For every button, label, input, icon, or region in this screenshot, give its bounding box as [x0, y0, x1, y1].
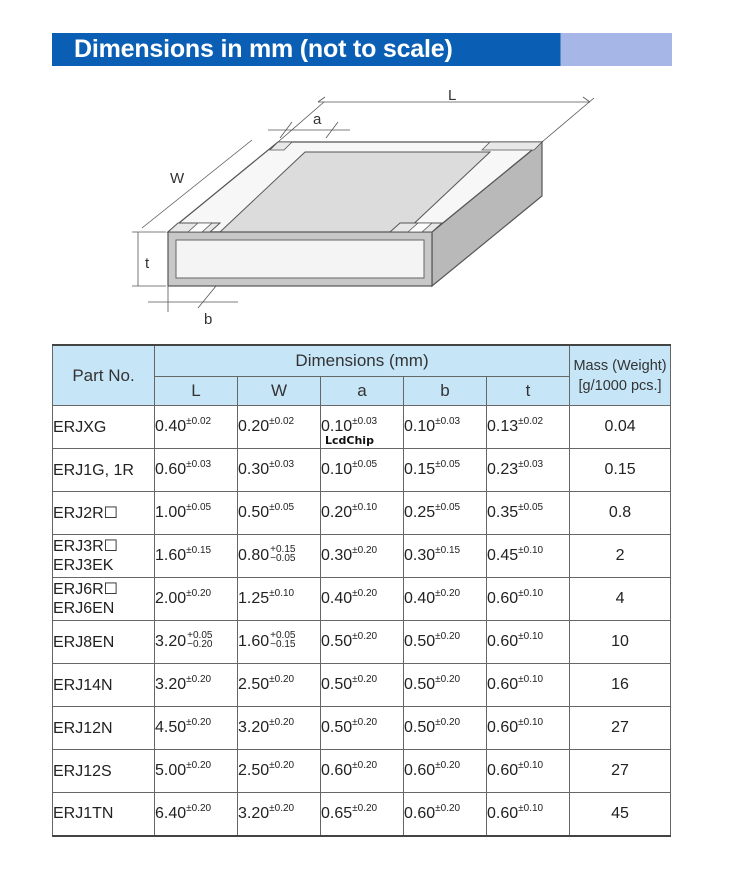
header-mass-line1: Mass (Weight) — [573, 357, 667, 374]
value-b: $0.60^{\pm 0.20}$ — [404, 750, 487, 793]
header-dimensions: Dimensions (mm) — [155, 345, 570, 377]
value-b: $0.40^{\pm 0.20}$ — [404, 578, 487, 621]
header-mass — [570, 345, 671, 406]
table-row — [53, 664, 671, 707]
value-a: $0.10^{\pm 0.03}$ LcdChip — [321, 406, 404, 449]
value-b: $0.25^{\pm 0.05}$ — [404, 492, 487, 535]
header-L: L — [155, 377, 238, 406]
value-L: $2.00^{\pm 0.20}$ — [155, 578, 238, 621]
value-t: $0.60^{\pm 0.10}$ — [487, 664, 570, 707]
watermark-text: LcdChip — [325, 434, 374, 447]
value-L: $4.50^{\pm 0.20}$ — [155, 707, 238, 750]
dimensions-table — [52, 344, 671, 837]
value-b: $0.50^{\pm 0.20}$ — [404, 664, 487, 707]
header-b: b — [404, 377, 487, 406]
value-L: $0.40^{\pm 0.02}$ — [155, 406, 238, 449]
label-W: W — [170, 170, 185, 187]
part-number: ERJ1TN — [53, 793, 155, 836]
value-a: $0.60^{\pm 0.20}$ — [321, 750, 404, 793]
value-L: 3.20+0.05 −0.20 — [155, 621, 238, 664]
part-number: ERJ12N — [53, 707, 155, 750]
value-W: $0.30^{\pm 0.03}$ — [238, 449, 321, 492]
page-title: Dimensions in mm (not to scale) — [74, 35, 453, 63]
value-a: $0.10^{\pm 0.05}$ — [321, 449, 404, 492]
label-b: b — [204, 311, 213, 328]
value-mass: 2 — [570, 535, 671, 578]
value-a: $0.20^{\pm 0.10}$ — [321, 492, 404, 535]
value-mass: 10 — [570, 621, 671, 664]
value-mass: 27 — [570, 750, 671, 793]
table-row — [53, 750, 671, 793]
value-mass: 45 — [570, 793, 671, 836]
table-row — [53, 793, 671, 836]
value-W: 0.80+0.15 −0.05 — [238, 535, 321, 578]
title-bar — [52, 33, 672, 66]
value-mass: 0.8 — [570, 492, 671, 535]
value-L: $1.60^{\pm 0.15}$ — [155, 535, 238, 578]
value-t: $0.60^{\pm 0.10}$ — [487, 707, 570, 750]
value-t: $0.13^{\pm 0.02}$ — [487, 406, 570, 449]
value-a: $0.40^{\pm 0.20}$ — [321, 578, 404, 621]
value-b: $0.60^{\pm 0.20}$ — [404, 793, 487, 836]
value-W: $3.20^{\pm 0.20}$ — [238, 707, 321, 750]
value-t: $0.23^{\pm 0.03}$ — [487, 449, 570, 492]
value-a: $0.50^{\pm 0.20}$ — [321, 707, 404, 750]
value-t: $0.60^{\pm 0.10}$ — [487, 793, 570, 836]
value-W: $2.50^{\pm 0.20}$ — [238, 750, 321, 793]
value-L: $1.00^{\pm 0.05}$ — [155, 492, 238, 535]
header-a: a — [321, 377, 404, 406]
value-b: $0.50^{\pm 0.20}$ — [404, 707, 487, 750]
value-W: $2.50^{\pm 0.20}$ — [238, 664, 321, 707]
table-row — [53, 449, 671, 492]
label-L: L — [448, 87, 457, 104]
part-number: ERJ12S — [53, 750, 155, 793]
value-b: $0.50^{\pm 0.20}$ — [404, 621, 487, 664]
value-b: $0.10^{\pm 0.03}$ — [404, 406, 487, 449]
value-mass: 0.04 — [570, 406, 671, 449]
value-mass: 0.15 — [570, 449, 671, 492]
table-row — [53, 535, 671, 578]
header-W: W — [238, 377, 321, 406]
value-mass: 27 — [570, 707, 671, 750]
part-number: ERJXG — [53, 406, 155, 449]
value-t: $0.60^{\pm 0.10}$ — [487, 621, 570, 664]
table-row — [53, 406, 671, 449]
part-number: ERJ8EN — [53, 621, 155, 664]
value-W: $0.50^{\pm 0.05}$ — [238, 492, 321, 535]
table-row — [53, 707, 671, 750]
part-number: ERJ6R☐ ERJ6EN — [53, 578, 155, 621]
table-row — [53, 578, 671, 621]
header-mass-line2: [g/1000 pcs.] — [578, 377, 662, 394]
value-W: $1.25^{\pm 0.10}$ — [238, 578, 321, 621]
value-W: 1.60+0.05 −0.15 — [238, 621, 321, 664]
header-part-no: Part No. — [53, 345, 155, 406]
value-L: $0.60^{\pm 0.03}$ — [155, 449, 238, 492]
value-a: $0.50^{\pm 0.20}$ — [321, 621, 404, 664]
value-W: $0.20^{\pm 0.02}$ — [238, 406, 321, 449]
value-t: $0.35^{\pm 0.05}$ — [487, 492, 570, 535]
value-mass: 16 — [570, 664, 671, 707]
value-L: $5.00^{\pm 0.20}$ — [155, 750, 238, 793]
value-t: $0.60^{\pm 0.10}$ — [487, 750, 570, 793]
value-mass: 4 — [570, 578, 671, 621]
value-a: $0.30^{\pm 0.20}$ — [321, 535, 404, 578]
part-number: ERJ14N — [53, 664, 155, 707]
table-row — [53, 492, 671, 535]
label-a: a — [313, 111, 322, 128]
label-t: t — [145, 255, 150, 272]
chip-resistor-diagram — [120, 80, 600, 330]
part-number: ERJ3R☐ ERJ3EK — [53, 535, 155, 578]
table-row — [53, 621, 671, 664]
value-L: $3.20^{\pm 0.20}$ — [155, 664, 238, 707]
value-b: $0.30^{\pm 0.15}$ — [404, 535, 487, 578]
value-b: $0.15^{\pm 0.05}$ — [404, 449, 487, 492]
value-a: $0.50^{\pm 0.20}$ — [321, 664, 404, 707]
value-a: $0.65^{\pm 0.20}$ — [321, 793, 404, 836]
table-body — [53, 406, 671, 836]
value-t: $0.45^{\pm 0.10}$ — [487, 535, 570, 578]
value-W: $3.20^{\pm 0.20}$ — [238, 793, 321, 836]
value-t: $0.60^{\pm 0.10}$ — [487, 578, 570, 621]
part-number: ERJ2R☐ — [53, 492, 155, 535]
header-t: t — [487, 377, 570, 406]
value-L: $6.40^{\pm 0.20}$ — [155, 793, 238, 836]
part-number: ERJ1G, 1R — [53, 449, 155, 492]
